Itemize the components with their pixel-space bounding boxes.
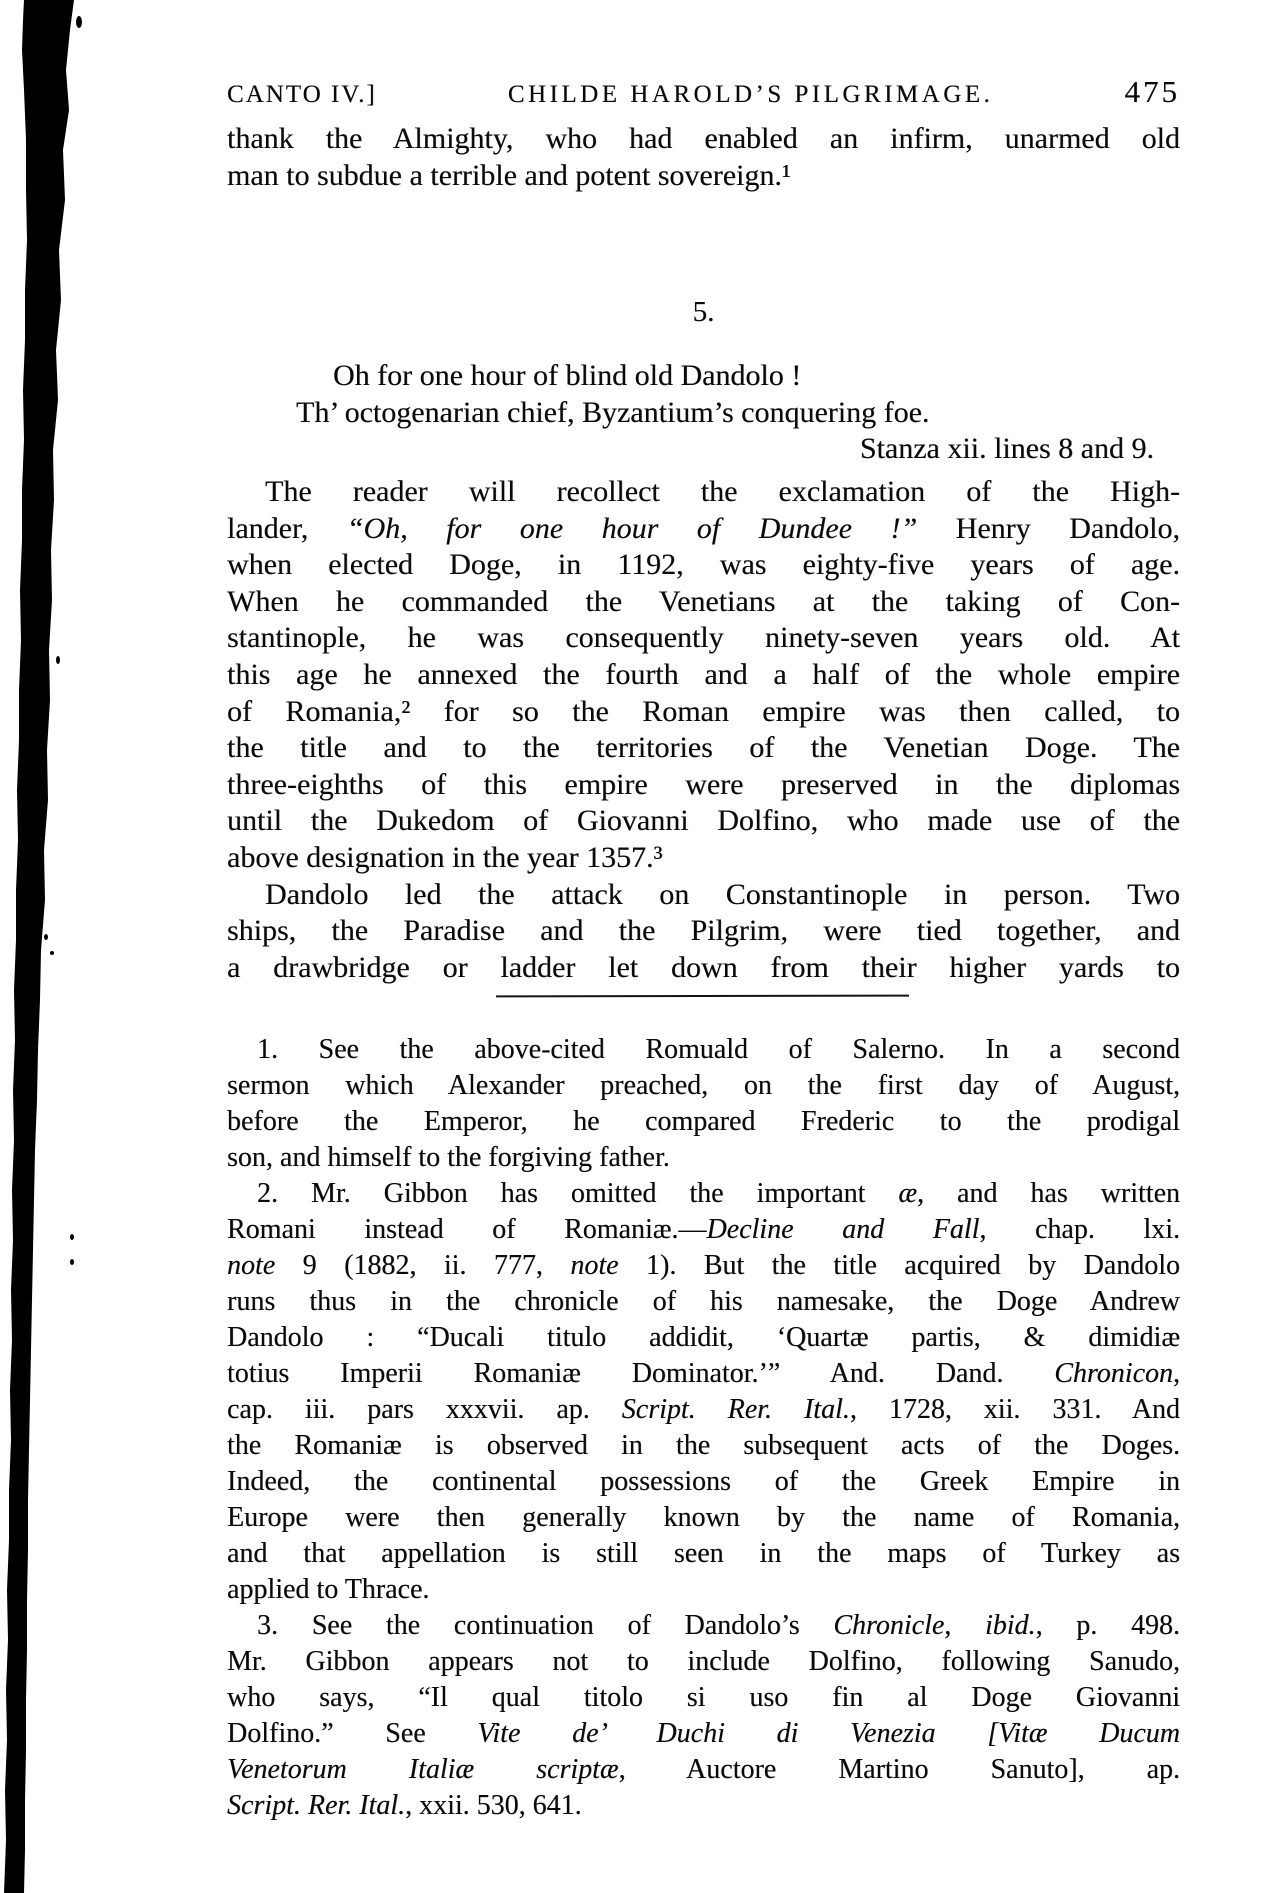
text-line: 2. Mr. Gibbon has omitted the important æ, and has written	[257, 1178, 1180, 1209]
text-line: man to subdue a terrible and potent sovereign.¹	[227, 159, 791, 192]
text-line: Dandolo led the attack on Constantinople in person. Two	[265, 877, 1180, 911]
text-line: ships, the Paradise and the Pilgrim, were tied together, and	[227, 914, 1180, 948]
text-line: who says, “Il qual titolo si uso fin al Doge Giovanni	[227, 1682, 1180, 1713]
intro-paragraph	[227, 120, 1180, 194]
text-line: thank the Almighty, who had enabled an infirm, unarmed old	[227, 122, 1180, 155]
text-line: stantinople, he was consequently ninety-seven years old. At	[227, 621, 1180, 655]
text-line: Indeed, the continental possessions of the Greek Empire in	[227, 1466, 1180, 1497]
text-line: Romani instead of Romaniæ.—Decline and Fall, chap. lxi.	[227, 1214, 1180, 1245]
footnotes-section	[227, 1032, 1180, 1824]
text-line: this age he annexed the fourth and a half of the whole empire	[227, 657, 1180, 691]
text-line: lander, “Oh, for one hour of Dundee !” Henry Dandolo,	[227, 511, 1180, 545]
text-line: 3. See the continuation of Dandolo’s Chronicle, ibid., p. 498.	[257, 1610, 1180, 1641]
text-line: of Romania,² for so the Roman empire was then called, to	[227, 694, 1180, 728]
footnote-2	[227, 1176, 1180, 1608]
text-line: and that appellation is still seen in the maps of Turkey as	[227, 1538, 1180, 1569]
text-line: totius Imperii Romaniæ Dominator.’” And. Dand. Chronicon,	[227, 1358, 1180, 1389]
text-line: Dolfino.” See Vite de’ Duchi di Venezia [Vitæ Ducum	[227, 1718, 1180, 1749]
footnote-1	[227, 1032, 1180, 1176]
text-line: 1. See the above-cited Romuald of Salerno. In a second	[257, 1034, 1180, 1065]
text-line: Mr. Gibbon appears not to include Dolfino, following Sanudo,	[227, 1646, 1180, 1677]
stanza-section-number: 5.	[692, 296, 715, 328]
text-line: son, and himself to the forgiving father.	[227, 1142, 670, 1173]
text-line: The reader will recollect the exclamation of the High-	[265, 475, 1180, 508]
paragraph-1	[227, 474, 1180, 877]
text-line: note 9 (1882, ii. 777, note 1). But the title acquired by Dandolo	[227, 1250, 1180, 1281]
text-line: cap. iii. pars xxxvii. ap. Script. Rer. Ital., 1728, xii. 331. And	[227, 1394, 1181, 1425]
text-line: Venetorum Italiæ scriptæ, Auctore Martino Sanuto], ap.	[227, 1754, 1181, 1785]
text-line: applied to Thrace.	[227, 1574, 430, 1605]
footnote-3	[227, 1608, 1180, 1824]
main-text	[227, 474, 1180, 986]
header-book-title: CHILDE HAROLD’S PILGRIMAGE.	[507, 81, 994, 108]
binding-shadow-strip	[0, 0, 95, 1893]
text-line: the Romaniæ is observed in the subsequent acts of the Doges.	[227, 1430, 1180, 1461]
verse-attribution: Stanza xii. lines 8 and 9.	[859, 432, 1154, 465]
text-line: until the Dukedom of Giovanni Dolfino, who made use of the	[227, 804, 1180, 838]
header-canto-label: CANTO IV.]	[227, 81, 377, 108]
text-line: when elected Doge, in 1192, was eighty-five years of age.	[227, 548, 1180, 582]
verse-line-2: Th’ octogenarian chief, Byzantium’s conquering foe.	[296, 395, 930, 429]
text-line: a drawbridge or ladder let down from their higher yards to	[227, 950, 1180, 984]
verse-line-1: Oh for one hour of blind old Dandolo !	[333, 359, 802, 392]
footnote-separator-rule	[496, 995, 909, 998]
text-line: Dandolo : “Ducali titulo addidit, ‘Quartæ partis, & dimidiæ	[227, 1322, 1180, 1353]
paragraph-2	[227, 877, 1180, 987]
header-page-number: 475	[1124, 74, 1180, 109]
text-line: above designation in the year 1357.³	[227, 840, 663, 874]
text-line: When he commanded the Venetians at the taking of Con-	[227, 584, 1180, 618]
text-line: runs thus in the chronicle of his namesake, the Doge Andrew	[227, 1286, 1180, 1317]
verse-quote	[227, 358, 1180, 468]
text-line: Europe were then generally known by the name of Romania,	[227, 1502, 1180, 1533]
text-line: before the Emperor, he compared Frederic to the prodigal	[227, 1106, 1180, 1137]
text-line: the title and to the territories of the Venetian Doge. The	[227, 731, 1180, 765]
text-line: Script. Rer. Ital., xxii. 530, 641.	[227, 1790, 582, 1821]
text-line: three-eighths of this empire were preserved in the diplomas	[227, 767, 1180, 801]
text-line: sermon which Alexander preached, on the first day of August,	[227, 1070, 1180, 1101]
page-header	[227, 74, 1180, 110]
